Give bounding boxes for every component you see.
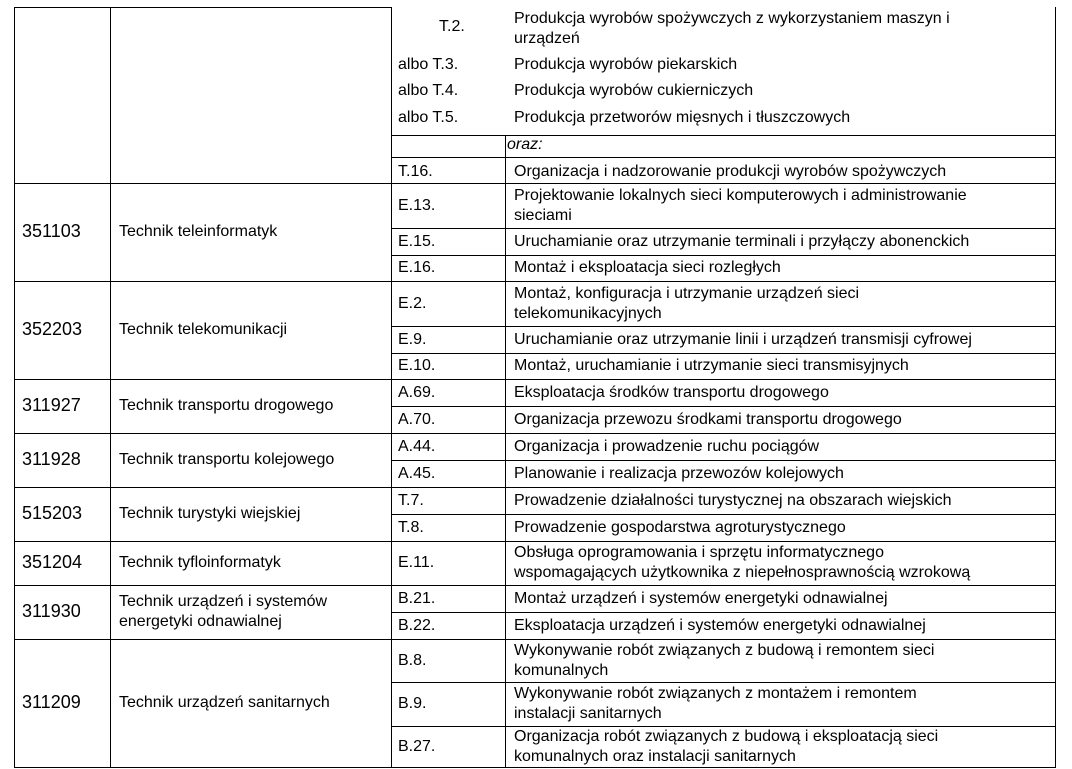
profession-title: Technik turystyki wiejskiej	[119, 505, 301, 522]
profession-title: Technik teleinformatyk	[119, 223, 278, 240]
qual-name-line: Wykonywanie robót związanych z montażem i remontem	[514, 685, 917, 702]
qual-code: E.16.	[398, 259, 436, 276]
qual-code: A.69.	[398, 383, 436, 401]
row-divider	[14, 487, 1056, 488]
col-divider-left	[14, 7, 15, 768]
qual-code: T.16.	[398, 163, 433, 180]
qual-code: B.22.	[398, 616, 436, 634]
profession-title: Technik telekomunikacji	[119, 321, 288, 338]
qual-name-line: Eksploatacja środków transportu drogowego	[514, 383, 829, 401]
qual-divider	[391, 460, 1056, 461]
qual-divider	[391, 406, 1056, 407]
qual-name-line: komunalnych	[514, 661, 609, 679]
profession-code: 351204	[22, 552, 83, 572]
qual-code: B.8.	[398, 651, 427, 669]
qual-code: A.70.	[398, 410, 436, 428]
qual-name-line: Organizacja i nadzorowanie produkcji wyrobów spożywczych	[514, 163, 947, 180]
qual-name-line: Montaż, konfiguracja i utrzymanie urządzeń sieci	[514, 284, 860, 302]
qual-code: B.9.	[398, 695, 427, 712]
top-block-bottom-line	[391, 135, 1056, 136]
col-divider-qual-code	[505, 135, 506, 768]
qual-code: A.45.	[398, 464, 436, 482]
qual-name-line: Montaż, uruchamianie i utrzymanie sieci transmisyjnych	[514, 357, 909, 374]
qual-name-line: Produkcja przetworów mięsnych i tłuszczowych	[514, 109, 851, 126]
qual-name-line: Projektowanie lokalnych sieci komputerowych i administrowanie	[514, 186, 967, 204]
qual-name-line: instalacji sanitarnych	[514, 705, 662, 722]
qual-code: T.7.	[398, 491, 424, 509]
qual-name-line: Produkcja wyrobów cukierniczych	[514, 82, 754, 99]
qual-code: B.21.	[398, 589, 436, 607]
qual-code: E.15.	[398, 232, 436, 250]
profession-title: Technik transportu kolejowego	[119, 451, 335, 468]
profession-title: Technik transportu drogowego	[119, 397, 334, 414]
qual-name-line: Produkcja wyrobów spożywczych z wykorzystaniem maszyn i	[514, 10, 950, 27]
qual-divider	[391, 514, 1056, 515]
qual-name-line: Montaż urządzeń i systemów energetyki odnawialnej	[514, 589, 888, 607]
col-divider-title	[391, 7, 392, 768]
oraz-line	[391, 157, 1056, 158]
qual-code: albo T.3.	[398, 56, 459, 73]
profession-title: Technik urządzeń i systemów	[119, 593, 328, 610]
qual-code: E.13.	[398, 196, 436, 214]
qual-code: E.9.	[398, 330, 427, 348]
top-block-right-border	[1055, 7, 1056, 135]
row-divider	[14, 541, 1056, 542]
profession-code: 311927	[22, 395, 81, 415]
qual-name-line: sieciami	[514, 206, 572, 224]
row-divider	[14, 379, 1056, 380]
top-border	[14, 7, 392, 8]
qual-divider	[391, 682, 1056, 683]
qual-name-line: komunalnych oraz instalacji sanitarnych	[514, 747, 796, 765]
qual-name-line: Eksploatacja urządzeń i systemów energetyki odnawialnej	[514, 616, 926, 634]
row-divider	[14, 433, 1056, 434]
qual-name-line: Montaż i eksploatacja sieci rozległych	[514, 259, 781, 276]
qual-name-line: Obsługa oprogramowania i sprzętu informatycznego	[514, 544, 884, 561]
qual-code: E.2.	[398, 294, 427, 312]
qual-code: A.44.	[398, 437, 436, 455]
qual-name-line: urządzeń	[514, 30, 580, 47]
qual-divider	[391, 326, 1056, 327]
row-divider	[14, 183, 1056, 184]
oraz-label: oraz:	[507, 136, 543, 153]
qual-name-line: Produkcja wyrobów piekarskich	[514, 56, 738, 73]
qual-divider	[391, 228, 1056, 229]
qual-code: albo T.4.	[398, 82, 459, 99]
profession-title: Technik tyfloinformatyk	[119, 554, 281, 571]
row-divider	[14, 585, 1056, 586]
qual-name-line: Prowadzenie działalności turystycznej na obszarach wiejskich	[514, 491, 952, 509]
profession-code: 515203	[22, 503, 83, 523]
row-divider	[14, 281, 1056, 282]
col-divider-code	[110, 7, 111, 768]
profession-code: 311930	[22, 601, 81, 621]
qual-code: E.11.	[398, 554, 435, 571]
qual-divider	[391, 612, 1056, 613]
qual-code: albo T.5.	[398, 109, 459, 126]
profession-title: Technik urządzeń sanitarnych	[119, 694, 330, 711]
qual-divider	[391, 353, 1056, 354]
qual-name-line: Uruchamianie oraz utrzymanie terminali i przyłączy abonenckich	[514, 232, 970, 250]
qual-code: T.2.	[439, 18, 465, 35]
qualifications-table	[14, 7, 1056, 768]
profession-code: 311209	[22, 692, 81, 712]
qual-name-line: Uruchamianie oraz utrzymanie linii i urządzeń transmisji cyfrowej	[514, 330, 972, 348]
qual-name-line: Wykonywanie robót związanych z budową i remontem sieci	[514, 641, 935, 659]
qual-code: E.10.	[398, 357, 436, 374]
profession-code: 352203	[22, 319, 83, 339]
qual-name-line: telekomunikacyjnych	[514, 304, 662, 322]
qual-name-line: Planowanie i realizacja przewozów kolejowych	[514, 464, 844, 482]
qual-divider	[391, 255, 1056, 256]
qual-code: T.8.	[398, 518, 424, 536]
bottom-border	[14, 767, 1056, 768]
qual-name-line: wspomagających użytkownika z niepełnosprawnością wzrokową	[514, 564, 971, 581]
qual-name-line: Organizacja robót związanych z budową i eksploatacją sieci	[514, 727, 939, 745]
qual-name-line: Organizacja przewozu środkami transportu drogowego	[514, 410, 902, 428]
profession-code: 351103	[22, 221, 81, 241]
qual-code: B.27.	[398, 737, 436, 755]
qual-name-line: Prowadzenie gospodarstwa agroturystycznego	[514, 518, 846, 536]
profession-title: energetyki odnawialnej	[119, 613, 282, 630]
qual-name-line: Organizacja i prowadzenie ruchu pociągów	[514, 437, 820, 455]
profession-code: 311928	[22, 449, 81, 469]
